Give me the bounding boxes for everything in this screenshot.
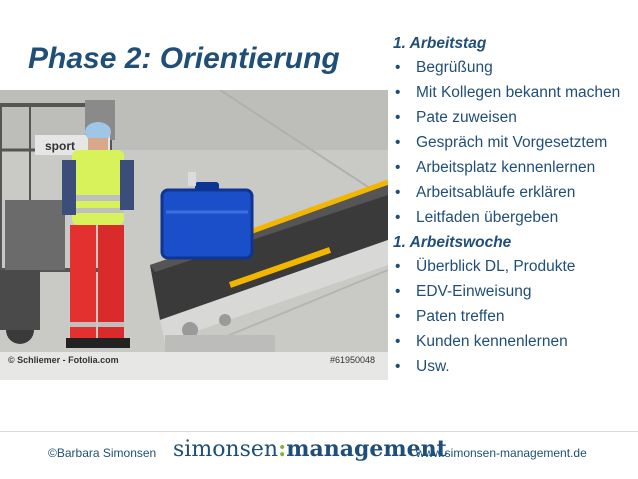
list-item-text: EDV-Einweisung	[416, 283, 532, 300]
bullet-icon: •	[395, 333, 401, 350]
agenda-list	[393, 34, 633, 382]
photo-illustration	[0, 90, 388, 380]
bullet-icon: •	[395, 109, 401, 126]
bullet-icon: •	[395, 184, 401, 201]
bullet-icon: •	[395, 134, 401, 151]
bullet-icon: •	[395, 159, 401, 176]
bullet-icon: •	[395, 308, 401, 325]
section-title: 1. Arbeitstag	[393, 35, 487, 52]
list-item	[393, 58, 633, 77]
bullet-icon: •	[395, 258, 401, 275]
list-item-text: Mit Kollegen bekannt machen	[416, 84, 621, 101]
list-item-text: Kunden kennenlernen	[416, 333, 568, 350]
footer	[0, 436, 638, 470]
cart-sign-text: sport	[45, 139, 75, 153]
brand-colon: :	[278, 436, 287, 462]
list-item	[393, 133, 633, 152]
bullet-icon: •	[395, 358, 401, 375]
section-title: 1. Arbeitswoche	[393, 234, 512, 251]
list-item-text: Begrüßung	[416, 59, 493, 76]
list-item-text: Arbeitsabläufe erklären	[416, 184, 576, 201]
list-item	[393, 208, 633, 227]
list-item-text: Gespräch mit Vorgesetztem	[416, 134, 608, 151]
footer-divider	[0, 431, 638, 432]
list-item-text: Pate zuweisen	[416, 109, 517, 126]
list-item	[393, 282, 633, 301]
bullet-icon: •	[395, 283, 401, 300]
slide-title: Phase 2: Orientierung	[28, 42, 340, 75]
photo-credit: © Schliemer - Fotolia.com	[8, 355, 119, 365]
baggage-handler-photo	[0, 90, 388, 380]
list-item	[393, 332, 633, 351]
photo-id: #61950048	[330, 355, 376, 365]
copyright-text: ©Barbara Simonsen	[48, 446, 157, 460]
list-item-text: Überblick DL, Produkte	[416, 258, 576, 275]
brand-first: simonsen	[173, 437, 279, 462]
bullet-icon: •	[395, 59, 401, 76]
list-item	[393, 307, 633, 326]
brand-second: management	[286, 436, 447, 462]
list-item	[393, 108, 633, 127]
worker-figure	[62, 122, 134, 348]
list-item	[393, 183, 633, 202]
list-item	[393, 158, 633, 177]
bullet-icon: •	[395, 84, 401, 101]
list-item-text: Paten treffen	[416, 308, 505, 325]
website-link[interactable]: www.simonsen-management.de	[416, 446, 587, 460]
list-item-text: Arbeitsplatz kennenlernen	[416, 159, 596, 176]
list-item	[393, 257, 633, 276]
agenda-section-first-day	[393, 34, 633, 227]
agenda-section-first-week	[393, 233, 633, 376]
brand-logo	[173, 436, 447, 462]
list-item	[393, 357, 633, 376]
bullet-icon: •	[395, 209, 401, 226]
list-item	[393, 83, 633, 102]
list-item-text: Usw.	[416, 358, 450, 375]
list-item-text: Leitfaden übergeben	[416, 209, 559, 226]
